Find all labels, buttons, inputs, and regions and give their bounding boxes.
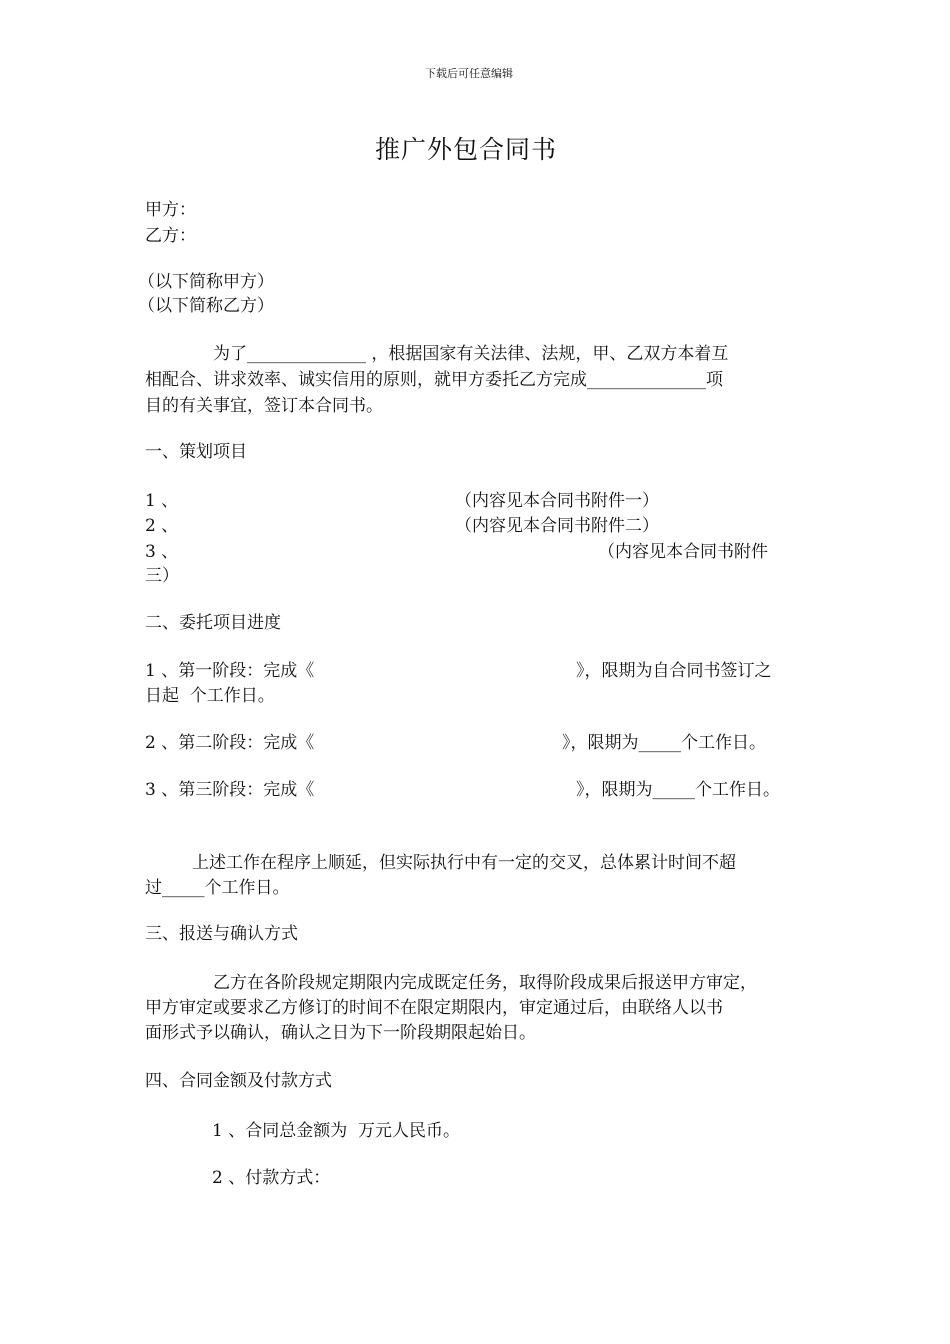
schedule-summary-line-1: 上述工作在程序上顺延，但实际执行中有一定的交叉，总体累计时间不超 <box>192 853 736 873</box>
party-b-label: 乙方： <box>145 226 196 246</box>
intro-line-1: 为了______________ ，根据国家有关法律、法规，甲、乙双方本着互 <box>213 344 729 364</box>
stage-1-continued: 日起 个工作日。 <box>145 686 275 706</box>
section-2-heading: 二、委托项目进度 <box>145 613 281 633</box>
section-1-heading: 一、策划项目 <box>145 442 247 462</box>
party-b-reference: （以下简称乙方） <box>138 296 274 316</box>
stage-3-left: 3 、第三阶段：完成《 <box>145 780 315 800</box>
section-3-heading: 三、报送与确认方式 <box>145 924 298 944</box>
confirmation-line-1: 乙方在各阶段规定期限内完成既定任务，取得阶段成果后报送甲方审定， <box>213 973 757 993</box>
plan-item-3-number: 3 、 <box>145 542 179 562</box>
payment-method-item: 2 、付款方式： <box>212 1168 331 1188</box>
confirmation-line-3: 面形式予以确认，确认之日为下一阶段期限起始日。 <box>145 1023 536 1043</box>
stage-2-right: 》，限期为_____个工作日。 <box>562 733 766 753</box>
section-4-heading: 四、合同金额及付款方式 <box>145 1071 332 1091</box>
plan-item-3-note-continued: 三） <box>145 566 179 586</box>
plan-item-2-note: （内容见本合同书附件二） <box>455 516 659 536</box>
plan-item-1-note: （内容见本合同书附件一） <box>455 491 659 511</box>
schedule-summary-line-2: 过_____个工作日。 <box>145 878 290 898</box>
plan-item-3-note: （内容见本合同书附件 <box>598 542 768 562</box>
plan-item-2-number: 2 、 <box>145 516 179 536</box>
plan-item-1-number: 1 、 <box>145 491 179 511</box>
intro-line-2: 相配合、讲求效率、诚实信用的原则，就甲方委托乙方完成______________项 <box>145 370 723 390</box>
party-a-label: 甲方： <box>145 200 196 220</box>
contract-amount-item: 1 、合同总金额为 万元人民币。 <box>212 1121 461 1141</box>
confirmation-line-2: 甲方审定或要求乙方修订的时间不在限定期限内，审定通过后，由联络人以书 <box>145 998 723 1018</box>
stage-2-left: 2 、第二阶段：完成《 <box>145 733 315 753</box>
party-a-reference: （以下简称甲方） <box>138 272 274 292</box>
stage-1-right: 》，限期为自合同书签订之 <box>576 661 772 681</box>
intro-line-3: 目的有关事宜，签订本合同书。 <box>145 396 383 416</box>
document-title: 推广外包合同书 <box>375 135 558 164</box>
page-header: 下载后可任意编辑 <box>425 67 513 80</box>
stage-1-left: 1 、第一阶段：完成《 <box>145 661 315 681</box>
stage-3-right: 》，限期为_____个工作日。 <box>576 780 780 800</box>
